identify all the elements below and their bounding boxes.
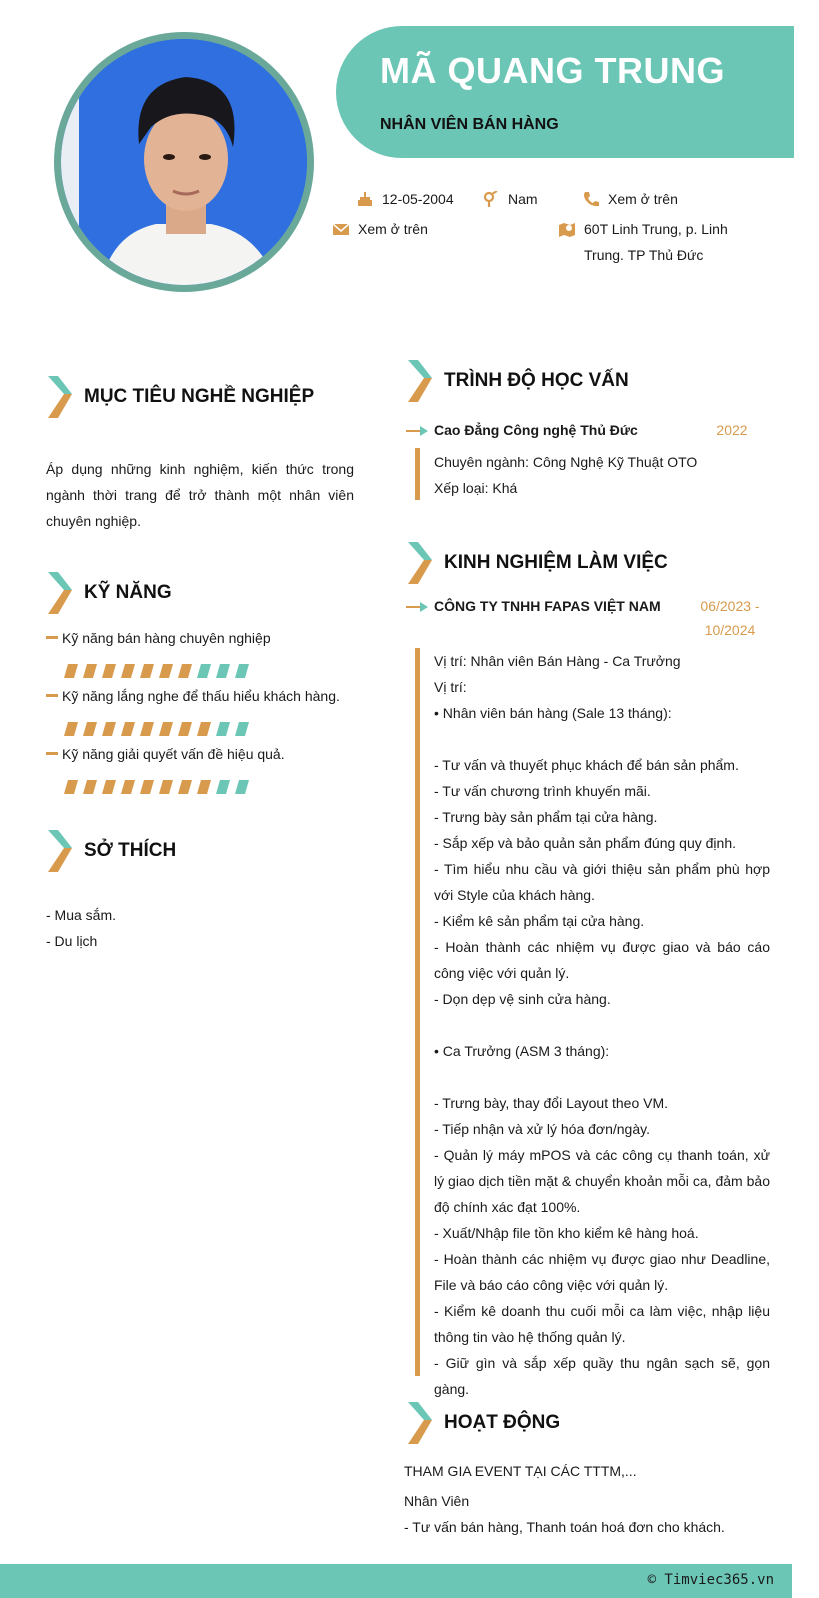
education-school: Cao Đẳng Công nghệ Thủ Đức	[434, 422, 638, 438]
experience-line: - Tìm hiểu nhu cầu và giới thiệu sản phẩm phù hợp với Style của khách hàng.	[434, 861, 770, 903]
skill-segment	[102, 722, 116, 736]
skill-segment	[235, 722, 249, 736]
experience-line: • Ca Trưởng (ASM 3 tháng):	[434, 1043, 610, 1059]
experience-line: - Tiếp nhận và xử lý hóa đơn/ngày.	[434, 1121, 650, 1137]
profile-photo	[61, 39, 307, 285]
email-text: Xem ở trên	[358, 221, 428, 237]
phone-text: Xem ở trên	[608, 191, 678, 207]
timeline-line	[415, 448, 420, 500]
experience-date-end: 10/2024	[704, 622, 756, 638]
experience-line: • Nhân viên bán hàng (Sale 13 tháng):	[434, 705, 672, 721]
experience-line: - Trưng bày, thay đổi Layout theo VM.	[434, 1095, 669, 1111]
skill-segment	[159, 722, 173, 736]
birthday-text: 12-05-2004	[382, 191, 454, 207]
education-rank: Xếp loại: Khá	[434, 480, 518, 496]
chevron-right-icon	[46, 830, 72, 872]
experience-line	[434, 1064, 770, 1090]
skill-level-bar	[64, 780, 254, 794]
hobbies-list	[46, 902, 116, 954]
skill-label: Kỹ năng giải quyết vấn đề hiệu quả.	[62, 746, 285, 762]
experience-line: - Hoàn thành các nhiệm vụ được giao như Deadline, File và báo cáo công việc với quản lý.	[434, 1251, 770, 1293]
timeline-line	[415, 648, 420, 1376]
experience-line: - Kiểm kê doanh thu cuối mỗi ca làm việc, nhập liệu thông tin vào hệ thống quản lý.	[434, 1303, 770, 1345]
skill-segment	[159, 664, 173, 678]
skill-segment	[102, 664, 116, 678]
skill-segment	[121, 722, 135, 736]
hobbies-title: SỞ THÍCH	[84, 840, 177, 861]
arrow-right-icon	[406, 426, 428, 436]
skill-segment	[140, 780, 154, 794]
experience-line: - Sắp xếp và bảo quản sản phẩm đúng quy định.	[434, 835, 736, 851]
address-line1: 60T Linh Trung, p. Linh	[584, 221, 728, 237]
map-pin-icon	[558, 221, 576, 237]
skill-segment	[235, 780, 249, 794]
skill-segment	[121, 664, 135, 678]
gender-text: Nam	[508, 191, 538, 207]
gender-icon	[482, 191, 500, 207]
experience-line: - Dọn dẹp vệ sinh cửa hàng.	[434, 991, 611, 1007]
cake-icon	[356, 191, 374, 207]
skill-level-bar	[64, 722, 254, 736]
experience-date-start: 06/2023 -	[700, 598, 760, 614]
experience-details	[434, 648, 770, 1402]
education-details	[434, 449, 770, 501]
experience-line	[434, 1012, 770, 1038]
footer-bar	[0, 1564, 792, 1598]
skill-segment	[197, 664, 211, 678]
skill-segment	[178, 722, 192, 736]
experience-line: - Trưng bày sản phẩm tại cửa hàng.	[434, 809, 658, 825]
skill-segment	[216, 780, 230, 794]
experience-line: - Tư vấn và thuyết phục khách để bán sản phẩm.	[434, 757, 739, 773]
chevron-right-icon	[406, 1402, 432, 1444]
skill-segment	[197, 722, 211, 736]
experience-company: CÔNG TY TNHH FAPAS VIỆT NAM	[434, 598, 661, 614]
objective-text: Áp dụng những kinh nghiệm, kiến thức trong ngành thời trang để trở thành một nhân viên chuyên nghiệp.	[46, 461, 354, 529]
experience-line: - Hoàn thành các nhiệm vụ được giao và báo cáo công việc với quản lý.	[434, 939, 770, 981]
footer-credit: © Timviec365.vn	[647, 1572, 774, 1588]
education-year: 2022	[716, 422, 748, 438]
job-title: NHÂN VIÊN BÁN HÀNG	[380, 116, 559, 133]
experience-line	[434, 726, 770, 752]
skill-segment	[216, 664, 230, 678]
bullet-dash	[46, 694, 58, 697]
address-line2: Trung. TP Thủ Đức	[584, 247, 704, 263]
person-photo-icon	[61, 39, 307, 285]
experience-title: KINH NGHIỆM LÀM VIỆC	[444, 552, 668, 573]
skill-segment	[178, 780, 192, 794]
hobby-item: - Mua sắm.	[46, 907, 117, 923]
experience-line: - Quản lý máy mPOS và các công cụ thanh toán, xử lý giao dịch tiền mặt & chuyển khoản mỗi ca, đảm bảo độ chính xác đạt 100%.	[434, 1147, 770, 1215]
skill-segment	[216, 722, 230, 736]
skill-segment	[197, 780, 211, 794]
chevron-right-icon	[406, 542, 432, 584]
chevron-right-icon	[406, 360, 432, 402]
skill-segment	[83, 722, 97, 736]
avatar	[54, 32, 314, 292]
experience-line: - Giữ gìn và sắp xếp quầy thu ngân sạch sẽ, gọn gàng.	[434, 1355, 770, 1397]
bullet-dash	[46, 636, 58, 639]
skill-segment	[235, 664, 249, 678]
experience-line: Vị trí: Nhân viên Bán Hàng - Ca Trưởng	[434, 653, 681, 669]
skill-segment	[83, 664, 97, 678]
experience-date	[690, 594, 770, 642]
chevron-right-icon	[46, 376, 72, 418]
chevron-right-icon	[46, 572, 72, 614]
skill-segment	[83, 780, 97, 794]
skill-label: Kỹ năng lắng nghe để thấu hiểu khách hàng.	[62, 688, 340, 704]
education-major: Chuyên ngành: Công Nghệ Kỹ Thuật OTO	[434, 454, 698, 470]
activity-description: - Tư vấn bán hàng, Thanh toán hoá đơn cho khách.	[404, 1519, 725, 1535]
skill-segment	[102, 780, 116, 794]
experience-line: - Tư vấn chương trình khuyến mãi.	[434, 783, 651, 799]
skill-segment	[140, 664, 154, 678]
experience-line: - Xuất/Nhập file tồn kho kiểm kê hàng hoá.	[434, 1225, 699, 1241]
skill-segment	[64, 780, 78, 794]
activity-event: THAM GIA EVENT TẠI CÁC TTTM,...	[404, 1463, 637, 1479]
bullet-dash	[46, 752, 58, 755]
skills-title: KỸ NĂNG	[84, 582, 172, 603]
activities-title: HOẠT ĐỘNG	[444, 1412, 561, 1433]
phone-icon	[582, 191, 600, 207]
skill-segment	[121, 780, 135, 794]
education-title: TRÌNH ĐỘ HỌC VẤN	[444, 370, 629, 391]
mail-icon	[332, 221, 350, 237]
candidate-name: MÃ QUANG TRUNG	[380, 50, 725, 91]
skill-segment	[178, 664, 192, 678]
skill-label: Kỹ năng bán hàng chuyên nghiệp	[62, 630, 271, 646]
skill-segment	[159, 780, 173, 794]
hobby-item: - Du lịch	[46, 933, 98, 949]
activity-role: Nhân Viên	[404, 1493, 470, 1509]
experience-line: - Kiểm kê sản phẩm tại cửa hàng.	[434, 913, 645, 929]
skill-segment	[140, 722, 154, 736]
skill-segment	[64, 664, 78, 678]
experience-line: Vị trí:	[434, 679, 467, 695]
arrow-right-icon	[406, 602, 428, 612]
objective-title: MỤC TIÊU NGHỀ NGHIỆP	[84, 386, 315, 407]
name-banner	[336, 26, 794, 158]
skill-level-bar	[64, 664, 254, 678]
skill-segment	[64, 722, 78, 736]
